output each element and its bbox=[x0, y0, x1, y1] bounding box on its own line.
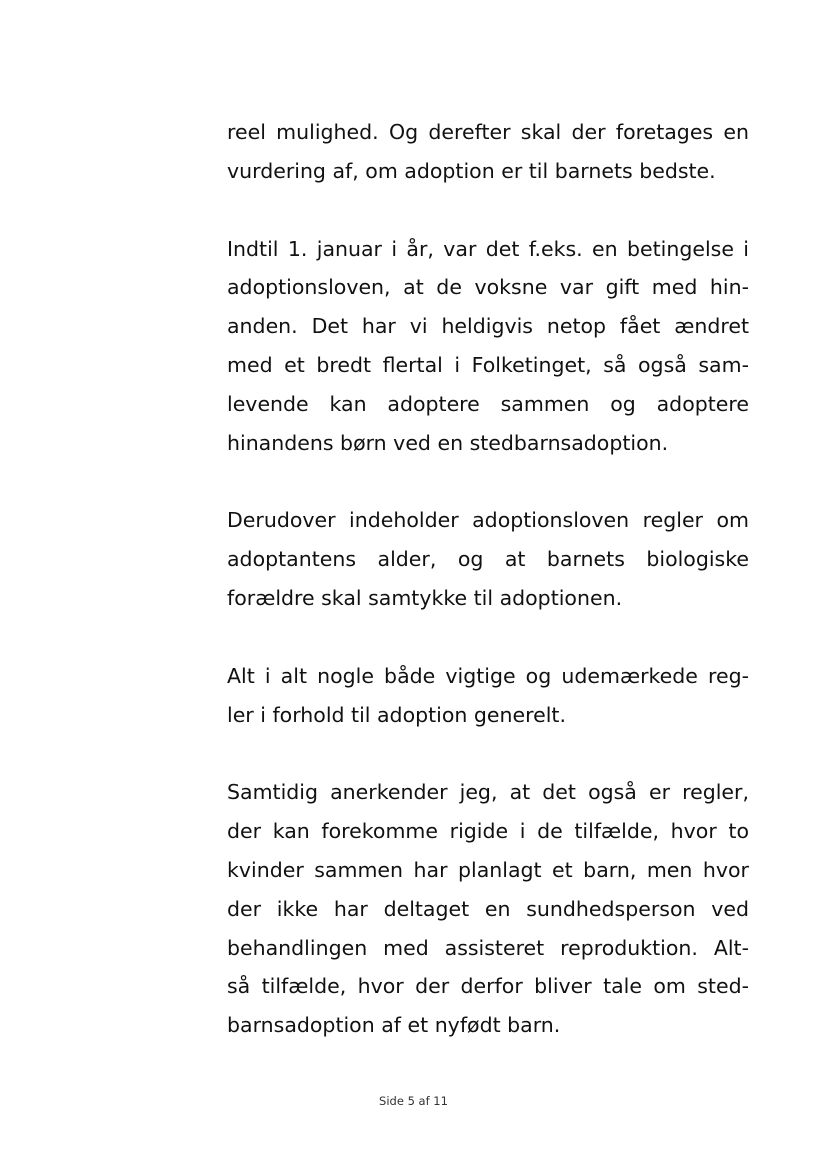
text-line: Samtidig anerkender jeg, at det også er regler, bbox=[227, 780, 749, 805]
text-line: barnsadoption af et nyfødt barn. bbox=[227, 1013, 561, 1038]
text-line: adoptionsloven, at de voksne var gift med hin- bbox=[227, 275, 749, 300]
text-line: ler i forhold til adoption generelt. bbox=[227, 702, 566, 727]
text-line: adoptantens alder, og at barnets biologiske bbox=[227, 547, 749, 572]
text-line: Derudover indeholder adoptionsloven regler om bbox=[227, 508, 749, 533]
page-number: Side 5 af 11 bbox=[379, 1094, 448, 1108]
paragraph bbox=[227, 501, 749, 617]
text-line: med et bredt flertal i Folketinget, så også sam- bbox=[227, 352, 749, 377]
text-line: vurdering af, om adoption er til barnets bedste. bbox=[227, 158, 716, 183]
text-line: anden. Det har vi heldigvis netop fået ændret bbox=[227, 314, 749, 339]
document-body bbox=[227, 113, 749, 1084]
text-line: så tilfælde, hvor der derfor bliver tale om sted- bbox=[227, 974, 749, 999]
paragraph bbox=[227, 113, 749, 191]
paragraph bbox=[227, 657, 749, 735]
text-line: kvinder sammen har planlagt et barn, men hvor bbox=[227, 857, 749, 882]
paragraph bbox=[227, 773, 749, 1045]
text-line: der kan forekomme rigide i de tilfælde, hvor to bbox=[227, 819, 749, 844]
paragraph bbox=[227, 230, 749, 463]
text-line: Indtil 1. januar i år, var det f.eks. en betingelse i bbox=[227, 236, 749, 261]
text-line: forældre skal samtykke til adoptionen. bbox=[227, 585, 623, 610]
text-line: reel mulighed. Og derefter skal der foretages en bbox=[227, 120, 749, 144]
text-line: levende kan adoptere sammen og adoptere bbox=[227, 391, 749, 416]
text-line: hinandens børn ved en stedbarnsadoption. bbox=[227, 430, 669, 455]
text-line: Alt i alt nogle både vigtige og udemærkede reg- bbox=[227, 663, 749, 688]
text-line: behandlingen med assisteret reproduktion. Alt- bbox=[227, 935, 749, 960]
text-line: der ikke har deltaget en sundhedsperson ved bbox=[227, 896, 749, 921]
